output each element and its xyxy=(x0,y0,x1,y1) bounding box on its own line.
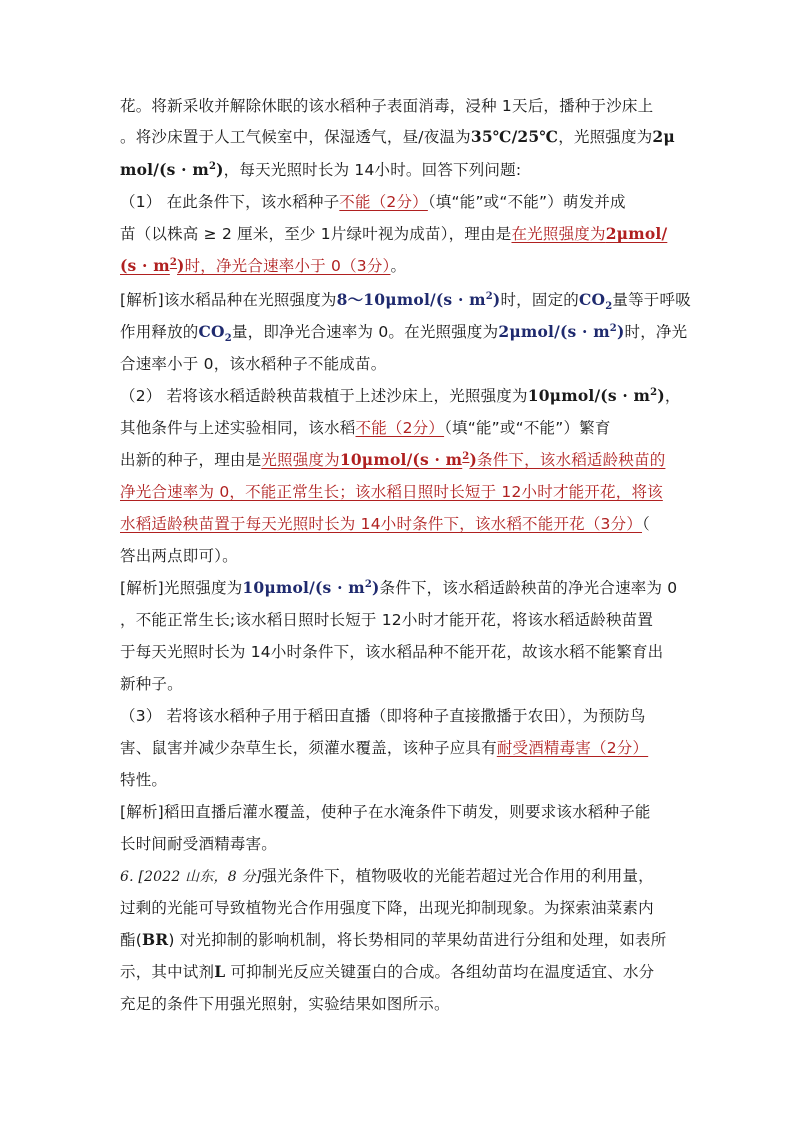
text-line xyxy=(120,290,691,313)
text-run: 2 xyxy=(605,301,613,313)
text-run: ，不能正常生长;该水稻日照时长短于 12小时才能开花，将该水稻适龄秧苗置 xyxy=(120,611,654,629)
text-line xyxy=(120,866,654,887)
text-run: 特性。 xyxy=(120,771,168,789)
answer-text: 水稻适龄秧苗置于每天光照时长为 14小时条件下，该水稻不能开花（3分） xyxy=(120,515,643,533)
text-run: 苗（以株高 ≥ 2 厘米，至少 1片绿叶视为成苗），理由是 xyxy=(120,225,512,243)
text-run: 新种子。 xyxy=(120,675,183,693)
text-line xyxy=(120,738,648,758)
text-run: 。将沙床置于人工气候室中，保湿透气，昼/夜温为 xyxy=(120,128,471,146)
answer-text: 不能（2分） xyxy=(339,193,428,211)
text-line xyxy=(120,386,681,406)
text-run: （1） 在此条件下，该水稻种子 xyxy=(120,193,340,211)
text-line xyxy=(120,354,386,374)
text-run: BR xyxy=(141,930,169,949)
text-run: ) xyxy=(216,160,224,179)
text-run: CO xyxy=(198,322,225,341)
answer-text: 净光合速率为 0，不能正常生长；该水稻日照时长短于 12小时才能开花，将该 xyxy=(120,483,663,501)
text-run: 答出两点即可）。 xyxy=(120,547,238,565)
text-run: ) xyxy=(372,578,380,597)
text-run: 2μ xyxy=(652,127,675,146)
text-line xyxy=(120,610,653,630)
answer-text: 耐受酒精毒害（2分） xyxy=(496,739,649,757)
text-run: （ xyxy=(642,515,650,533)
answer-text: (s · m xyxy=(120,256,170,275)
text-run: ) 对光抑制的影响机制，将长势相同的苹果幼苗进行分组和处理，如表所 xyxy=(168,931,667,949)
text-run: 害、鼠害并减少杂草生长，须灌水覆盖，该种子应具有 xyxy=(120,739,497,757)
text-line xyxy=(120,898,654,918)
text-run: ) xyxy=(492,290,501,309)
text-line xyxy=(120,578,677,598)
text-line xyxy=(120,642,663,662)
text-run: （填“能”或“不能”）萌发并成 xyxy=(427,193,626,211)
text-run: ，光照强度为 xyxy=(558,128,653,146)
text-line xyxy=(120,962,654,982)
answer-text: 条件下，该水稻适龄秧苗的 xyxy=(477,451,666,469)
text-run: 2 xyxy=(224,333,232,345)
text-run: 酯( xyxy=(120,931,142,949)
text-run: L xyxy=(214,962,226,981)
text-run: 条件下，该水稻适龄秧苗的净光合速率为 0 xyxy=(379,579,678,597)
text-run: [解析]稻田直播后灌水覆盖，使种子在水淹条件下萌发，则要求该水稻种子能 xyxy=(120,803,651,821)
text-line xyxy=(120,802,651,822)
text-line xyxy=(120,514,650,534)
answer-text: 光照强度为 xyxy=(261,451,340,469)
answer-text: 2 xyxy=(462,450,470,462)
text-run: 示，其中试剂 xyxy=(120,963,215,981)
answer-text: 2 xyxy=(169,256,178,268)
text-run: 充足的条件下用强光照射，实验结果如图所示。 xyxy=(120,995,450,1013)
text-run: 长时间耐受酒精毒害。 xyxy=(120,835,278,853)
text-line xyxy=(120,994,450,1014)
answer-text: ) xyxy=(469,450,477,469)
text-run: 作用释放的 xyxy=(120,323,199,341)
text-line xyxy=(120,706,646,726)
text-run: 强光条件下，植物吸收的光能若超过光合作用的利用量， xyxy=(261,867,654,885)
text-line xyxy=(120,160,521,180)
text-run: （2） 若将该水稻适龄秧苗栽植于上述沙床上，光照强度为 xyxy=(120,387,528,405)
text-run: 35℃/25℃ xyxy=(470,127,559,146)
text-run: 10μmol/(s · m xyxy=(527,386,651,405)
text-line xyxy=(120,224,667,244)
text-line xyxy=(120,96,653,116)
text-line xyxy=(120,192,626,212)
answer-text: 10μmol/(s · m xyxy=(339,450,463,469)
text-line xyxy=(120,674,183,694)
answer-text: 不能（2分） xyxy=(355,419,445,437)
text-line xyxy=(120,546,238,566)
text-run: 2μmol/(s · m xyxy=(498,322,610,341)
text-line xyxy=(120,770,167,790)
text-run: 合速率小于 0，该水稻种子不能成苗。 xyxy=(120,355,387,373)
text-run: 2 xyxy=(485,290,493,302)
text-run: 8～10μmol/(s · m xyxy=(336,290,486,309)
text-line xyxy=(120,450,665,470)
text-line xyxy=(120,127,675,147)
text-run: （3） 若将该水稻种子用于稻田直播（即将种子直接撒播于农田），为预防鸟 xyxy=(120,707,646,725)
text-run: 量等于呼吸 xyxy=(612,291,691,309)
text-line xyxy=(120,834,277,854)
text-run: 2 xyxy=(650,386,658,398)
text-run: 时，固定的 xyxy=(500,291,579,309)
text-run: ，每天光照时长为 14小时。回答下列问题: xyxy=(223,161,522,179)
text-run: 2 xyxy=(208,160,217,172)
text-run: 量，即净光合速率为 0。在光照强度为 xyxy=(231,323,499,341)
answer-text: ) xyxy=(177,256,185,275)
text-run: 于每天光照时长为 14小时条件下，该水稻品种不能开花，故该水稻不能繁育出 xyxy=(120,643,664,661)
answer-text: 时，净光合速率小于 0（3分） xyxy=(184,257,391,275)
text-run: [解析]光照强度为 xyxy=(120,579,243,597)
text-line xyxy=(120,322,688,345)
text-run: ， xyxy=(664,387,681,405)
text-run: 时，净光 xyxy=(624,323,688,341)
text-line xyxy=(120,482,663,502)
answer-text: 2μmol/ xyxy=(605,224,668,243)
text-run: CO xyxy=(578,290,606,309)
text-line xyxy=(120,418,611,438)
text-run: mol/(s · m xyxy=(120,160,209,179)
text-run: ) xyxy=(657,386,665,405)
answer-text: 在光照强度为 xyxy=(511,225,606,243)
text-run: 其他条件与上述实验相同，该水稻 xyxy=(120,419,356,437)
text-run: ) xyxy=(616,322,625,341)
text-run: 过剩的光能可导致植物光合作用强度下降，出现光抑制现象。为探索油菜素内 xyxy=(120,899,654,917)
text-run: （填“能”或“不能”）繁育 xyxy=(444,419,611,437)
text-run: 10μmol/(s · m xyxy=(242,578,365,597)
text-run: 可抑制光反应关键蛋白的合成。各组幼苗均在温度适宜、水分 xyxy=(225,963,655,981)
text-line xyxy=(120,256,406,276)
text-line xyxy=(120,930,666,950)
text-run: 。 xyxy=(390,257,407,275)
text-run: 花。将新采收并解除休眠的该水稻种子表面消毒，浸种 1天后，播种于沙床上 xyxy=(120,97,654,115)
text-run: 出新的种子，理由是 xyxy=(120,451,262,469)
text-run: 2 xyxy=(609,322,617,334)
text-run: [解析]该水稻品种在光照强度为 xyxy=(120,291,337,309)
text-run: 6. [2022 山东，8 分] xyxy=(120,869,262,885)
text-run: 2 xyxy=(364,578,373,590)
